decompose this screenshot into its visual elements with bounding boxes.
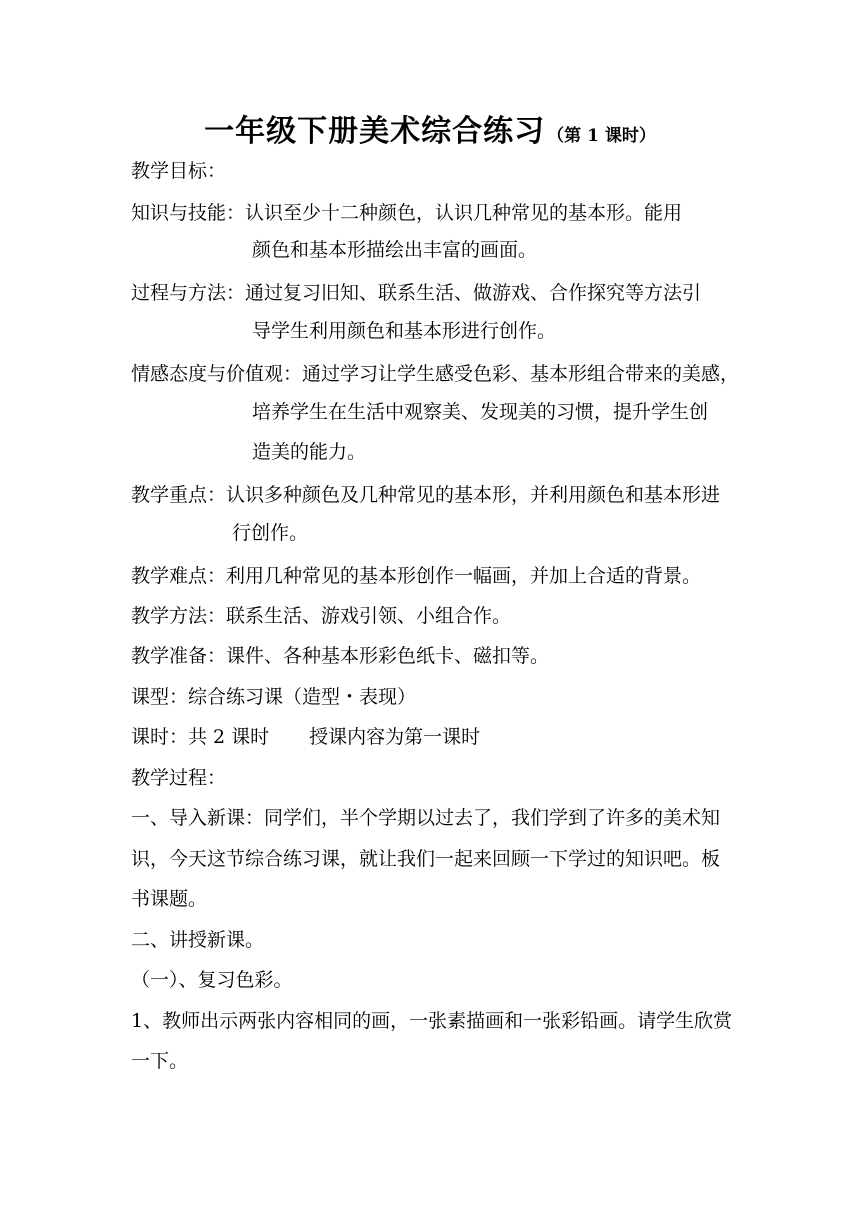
teaching-key-points-cont: 行创作。 — [232, 522, 309, 544]
teaching-difficulties: 教学难点：利用几种常见的基本形创作一幅画，并加上合适的背景。 — [131, 565, 702, 587]
paragraph-step1-line1: 1、教师出示两张内容相同的画，一张素描画和一张彩铅画。请学生欣赏 — [131, 1010, 733, 1032]
teaching-methods: 教学方法：联系生活、游戏引领、小组合作。 — [131, 605, 512, 627]
lesson-hours-total: 课时：共 2 课时 — [131, 726, 270, 748]
goal-emotion-values: 情感态度与价值观：通过学习让学生感受色彩、基本形组合带来的美感， — [131, 363, 740, 385]
goal-knowledge-skills-cont: 颜色和基本形描绘出丰富的画面。 — [252, 239, 538, 261]
teaching-key-points: 教学重点：认识多种颜色及几种常见的基本形，并利用颜色和基本形进 — [131, 484, 721, 506]
subheading-review-colors: （一）、复习色彩。 — [131, 969, 293, 991]
lesson-hours — [131, 724, 480, 750]
title-subtitle: （第 1 课时） — [547, 126, 656, 146]
teaching-preparation: 教学准备：课件、各种基本形彩色纸卡、磁扣等。 — [131, 645, 550, 667]
paragraph-step1-line2: 一下。 — [131, 1050, 189, 1072]
heading-teaching-process: 教学过程： — [131, 767, 227, 789]
heading-teaching-goals: 教学目标： — [131, 160, 227, 182]
goal-emotion-values-cont2: 造美的能力。 — [252, 441, 367, 463]
paragraph-intro-line1: 一、导入新课：同学们，半个学期以过去了，我们学到了许多的美术知 — [131, 807, 721, 829]
lesson-type: 课型：综合练习课（造型・表现） — [131, 686, 417, 708]
paragraph-intro-line2: 识，今天这节综合练习课，就让我们一起来回顾一下学过的知识吧。板 — [131, 848, 721, 870]
goal-emotion-values-cont1: 培养学生在生活中观察美、发现美的习惯，提升学生创 — [252, 401, 709, 423]
goal-process-method: 过程与方法：通过复习旧知、联系生活、做游戏、合作探究等方法引 — [131, 282, 702, 304]
paragraph-intro-line3: 书课题。 — [131, 888, 208, 910]
heading-new-lesson: 二、讲授新课。 — [131, 929, 265, 951]
document-title — [0, 106, 860, 150]
goal-process-method-cont: 导学生利用颜色和基本形进行创作。 — [252, 320, 557, 342]
goal-knowledge-skills: 知识与技能：认识至少十二种颜色，认识几种常见的基本形。能用 — [131, 202, 683, 224]
lesson-hours-content: 授课内容为第一课时 — [309, 726, 481, 748]
title-main: 一年级下册美术综合练习 — [204, 114, 546, 149]
